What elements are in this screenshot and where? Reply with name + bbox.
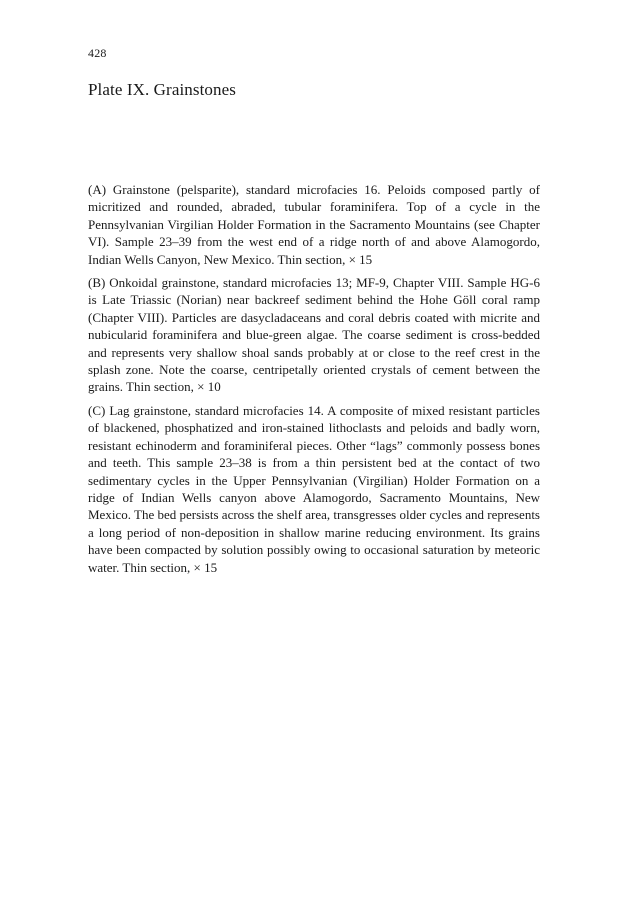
caption-c: (C) Lag grainstone, standard microfacies 14. A composite of mixed resistant particles of blackened, phosphatized and iron-stained lithoclasts and peloids and badly worn, resistant echinoderm and foraminiferal pieces. Other “lags” commonly possess bones and teeth. This sample 23–38 is from a thin persistent bed at the contact of two sedimentary cycles in the Upper Pennsylvanian (Virgilian) Holder Formation on a ridge of Indian Wells canyon above Alamogordo, Sacramento Mountains, New Mexico. The bed persists across the shelf area, transgresses older cycles and represents a long period of non-deposition in shallow marine reducing environment. Its grains have been compacted by solution possibly owing to occasional saturation by meteoric water. Thin section, × 15	[88, 402, 540, 575]
caption-b: (B) Onkoidal grainstone, standard microfacies 13; MF-9, Chapter VIII. Sample HG-6 is Late Triassic (Norian) near backreef sediment behind the Hohe Göll coral ramp (Chapter VIII). Particles are dasycladaceans and coral debris coated with micrite and nubicularid foraminifera and blue-green algae. The coarse sediment is cross-bedded and represents very shallow shoal sands probably at or close to the reef crest in the splash zone. Note the coarse, centripetally oriented crystals of cement between the grains. Thin section, × 10	[88, 275, 540, 395]
caption-list	[88, 181, 540, 582]
caption-a: (A) Grainstone (pelsparite), standard microfacies 16. Peloids composed partly of micritized and rounded, abraded, tubular foraminifera. Top of a cycle in the Pennsylvanian Virgilian Holder Formation in the Sacramento Mountains (see Chapter VI). Sample 23–39 from the west end of a ridge north of and above Alamogordo, Indian Wells Canyon, New Mexico. Thin section, × 15	[88, 182, 540, 267]
page-number: 428	[88, 46, 107, 60]
page-title: Plate IX. Grainstones	[88, 80, 236, 99]
